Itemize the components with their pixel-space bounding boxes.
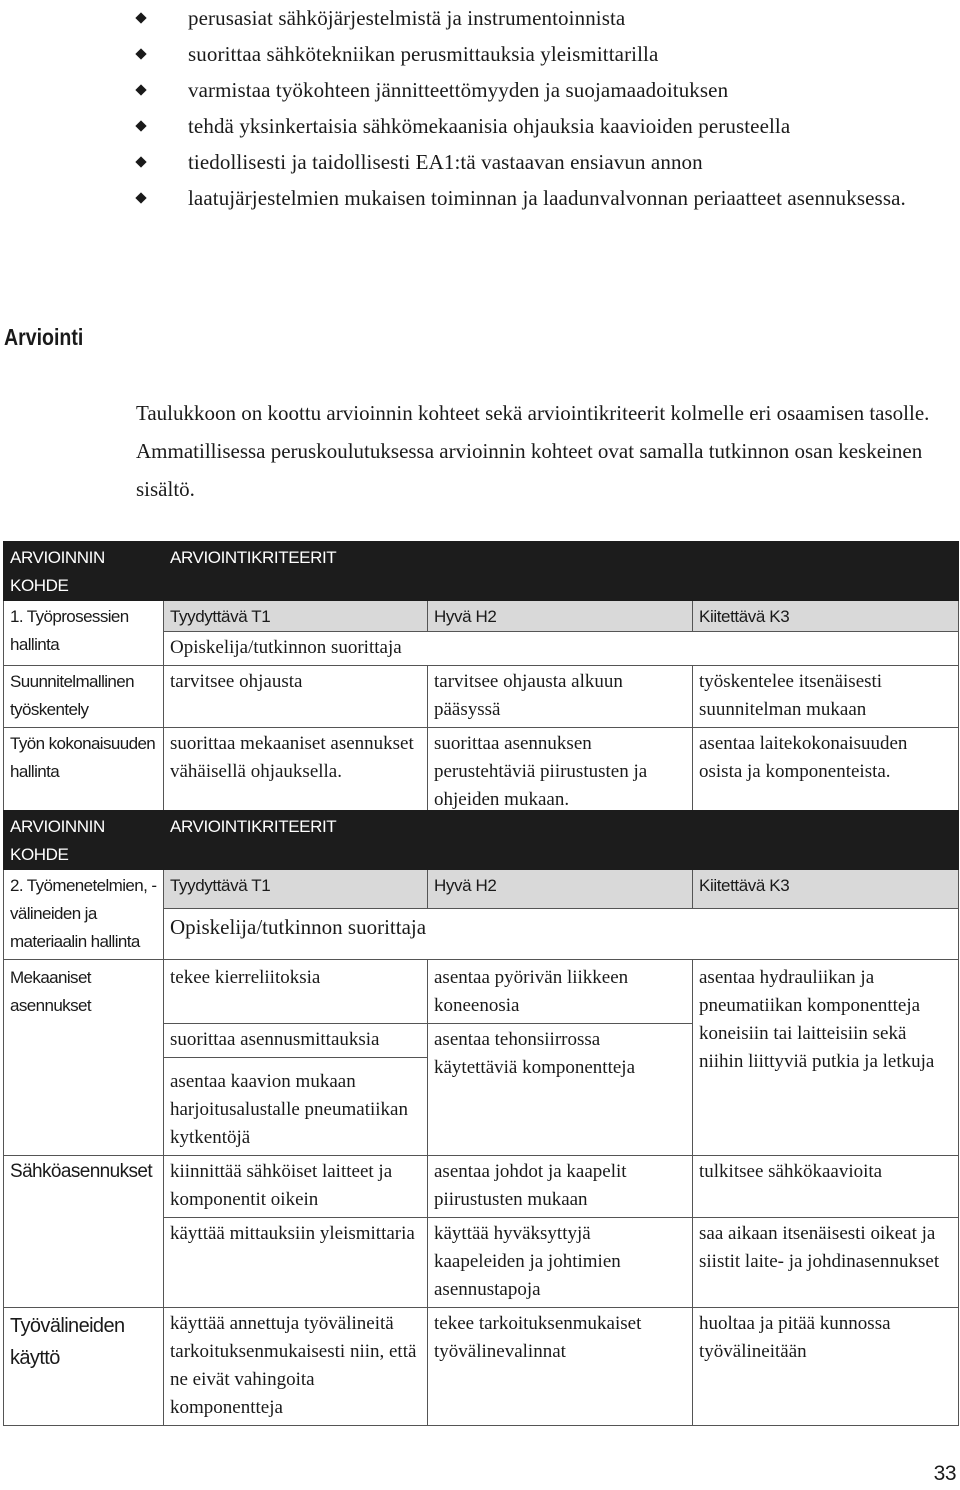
table-header-row (4, 542, 959, 601)
level-h2: Hyvä H2 (428, 870, 693, 909)
diamond-bullet-icon (134, 83, 148, 97)
cell-t1: tarvitsee ohjausta (164, 666, 428, 728)
diamond-bullet-icon (134, 11, 148, 25)
cell-k3: asentaa laitekokonaisuuden osista ja komponenteista. (693, 728, 959, 818)
page-number: 33 (933, 1462, 956, 1485)
diamond-bullet-icon (134, 191, 148, 205)
cell-h2: asentaa tehonsiirrossa käytettäviä komponentteja (428, 1024, 693, 1156)
level-h2: Hyvä H2 (428, 601, 693, 632)
row-label: Työn kokonaisuuden hallinta (4, 728, 164, 818)
row-label: Suunnitelmallinen työskentely (4, 666, 164, 728)
list-item: varmistaa työkohteen jännitteettömyyden ja suojamaadoituksen (134, 72, 960, 108)
header-criteria: ARVIOINTIKRITEERIT (164, 811, 959, 870)
levels-row (4, 870, 959, 909)
bullet-list (134, 0, 960, 216)
cell-k3: työskentelee itsenäisesti suunnitelman mukaan (693, 666, 959, 728)
cell-t1: suorittaa mekaaniset asennukset vähäisellä ohjauksella. (164, 728, 428, 818)
cell-h2: tarvitsee ohjausta alkuun pääsyssä (428, 666, 693, 728)
list-item: laatujärjestelmien mukaisen toiminnan ja laadunvalvonnan periaatteet asennuksessa. (134, 180, 960, 216)
level-k3: Kiitettävä K3 (693, 601, 959, 632)
cell-t1: tekee kierreliitoksia (164, 960, 428, 1024)
cell-k3: saa aikaan itsenäisesti oikeat ja siistit laite- ja johdinasennukset (693, 1218, 959, 1308)
cell-h2: asentaa johdot ja kaapelit piirustusten mukaan (428, 1156, 693, 1218)
target-label: 2. Työmenetelmien, -välineiden ja materiaalin hallinta (4, 870, 164, 960)
row-label: Sähköasennukset (4, 1156, 164, 1308)
level-t1: Tyydyttävä T1 (164, 870, 428, 909)
subject-label: Opiskelija/tutkinnon suorittaja (164, 632, 959, 666)
cell-k3: huoltaa ja pitää kunnossa työvälineitään (693, 1308, 959, 1426)
section-heading: Arviointi (4, 324, 84, 350)
level-t1: Tyydyttävä T1 (164, 601, 428, 632)
cell-t1: kiinnittää sähköiset laitteet ja komponentit oikein (164, 1156, 428, 1218)
cell-h2: tekee tarkoituksenmukaiset työvälinevalinnat (428, 1308, 693, 1426)
assessment-table-2 (3, 810, 959, 1426)
level-k3: Kiitettävä K3 (693, 870, 959, 909)
diamond-bullet-icon (134, 119, 148, 133)
table-row (4, 666, 959, 728)
cell-h2: käyttää hyväksyttyjä kaapeleiden ja johtimien asennustapoja (428, 1218, 693, 1308)
table-row (4, 728, 959, 818)
cell-h2: suorittaa asennuksen perustehtäviä piirustusten ja ohjeiden mukaan. (428, 728, 693, 818)
list-item: tehdä yksinkertaisia sähkömekaanisia ohjauksia kaavioiden perusteella (134, 108, 960, 144)
table-row (4, 1308, 959, 1426)
cell-k3: asentaa hydrauliikan ja pneumatiikan komponentteja koneisiin tai laitteisiin sekä niihin liittyviä putkia ja letkuja (693, 960, 959, 1156)
cell-t1: käyttää mittauksiin yleismittaria (164, 1218, 428, 1308)
cell-t1: asentaa kaavion mukaan harjoitusalustalle pneumatiikan kytkentöjä (164, 1058, 428, 1156)
cell-t1: käyttää annettuja työvälineitä tarkoituksenmukaisesti niin, että ne eivät vahingoita komponentteja (164, 1308, 428, 1426)
table-row (4, 960, 959, 1024)
list-item: perusasiat sähköjärjestelmistä ja instrumentoinnista (134, 0, 960, 36)
levels-row (4, 601, 959, 632)
diamond-bullet-icon (134, 47, 148, 61)
row-label: Työvälineiden käyttö (4, 1308, 164, 1426)
diamond-bullet-icon (134, 155, 148, 169)
row-label: Mekaaniset asennukset (4, 960, 164, 1156)
cell-t1: suorittaa asennusmittauksia (164, 1024, 428, 1058)
header-target: ARVIOINNIN KOHDE (4, 811, 164, 870)
header-target: ARVIOINNIN KOHDE (4, 542, 164, 601)
header-criteria: ARVIOINTIKRITEERIT (164, 542, 959, 601)
list-item: tiedollisesti ja taidollisesti EA1:tä vastaavan ensiavun annon (134, 144, 960, 180)
cell-h2: asentaa pyörivän liikkeen koneenosia (428, 960, 693, 1024)
subject-label: Opiskelija/tutkinnon suorittaja (164, 908, 959, 959)
list-item: suorittaa sähkötekniikan perusmittauksia yleismittarilla (134, 36, 960, 72)
cell-k3: tulkitsee sähkökaavioita (693, 1156, 959, 1218)
target-label: 1. Työprosessien hallinta (4, 601, 164, 666)
intro-paragraph: Taulukkoon on koottu arvioinnin kohteet sekä arviointikriteerit kolmelle eri osaamisen tasolle. Ammatillisessa peruskoulutuksessa arvioinnin kohteet ovat samalla tutkinnon osan keskeinen sisältö. (136, 401, 930, 501)
table-row (4, 1156, 959, 1218)
table-header-row (4, 811, 959, 870)
assessment-table-1 (3, 541, 959, 818)
